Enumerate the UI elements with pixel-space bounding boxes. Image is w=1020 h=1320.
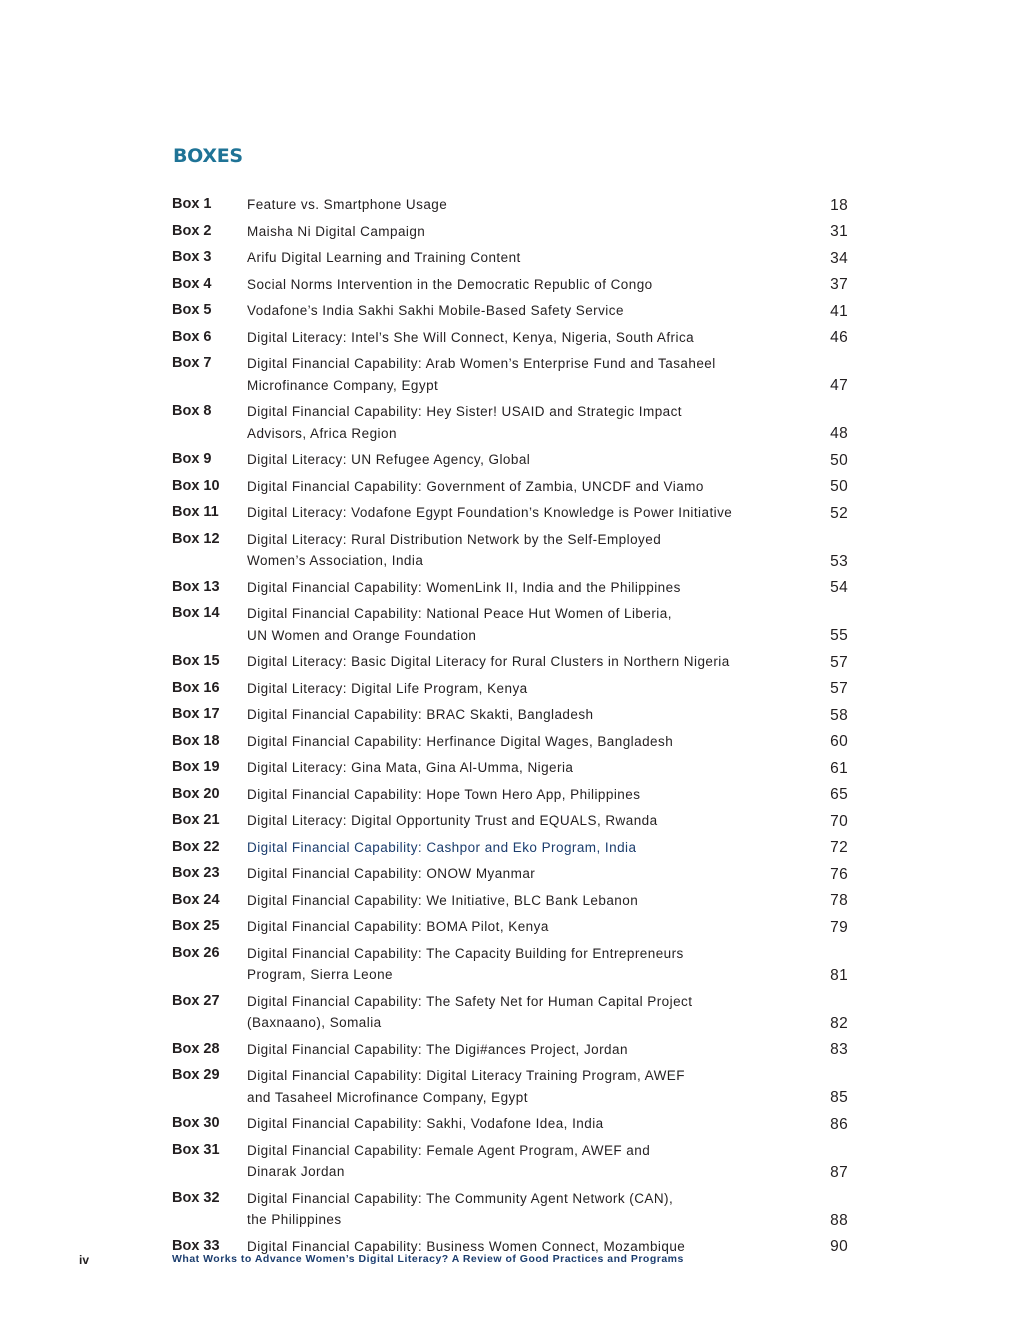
toc-entry[interactable] [172,652,848,673]
box-title: Arifu Digital Learning and Training Content [247,250,521,265]
box-label: Box 6 [172,328,212,345]
page-number-ref: 90 [830,1238,848,1255]
box-title: Vodafone’s India Sakhi Sakhi Mobile-Based Safety Service [247,303,624,318]
page-number-ref: 18 [830,196,848,214]
page-number-ref: 53 [830,552,848,570]
box-label: Box 31 [172,1141,220,1158]
box-label: Box 22 [172,838,220,855]
box-title: Digital Financial Capability: ONOW Myanmar [247,866,536,881]
page-number-ref: 58 [830,706,848,724]
toc-entry[interactable] [172,1040,848,1061]
box-title: Digital Literacy: Basic Digital Literacy for Rural Clusters in Northern Nigeria [247,654,730,669]
page-number-ref: 83 [830,1041,848,1058]
box-label: Box 7 [172,355,212,371]
box-label: Box 30 [172,1115,220,1131]
box-label: Box 9 [172,451,212,467]
page-number-ref: 57 [830,680,848,697]
page-number-ref: 41 [830,302,848,320]
box-label: Box 14 [172,605,220,621]
box-title: Digital Literacy: Vodafone Egypt Foundation’s Knowledge is Power Initiative [247,505,733,520]
page-number-ref: 34 [830,249,848,267]
page-number: iv [79,1253,90,1267]
toc-entry[interactable] [172,604,848,646]
box-label: Box 12 [172,530,220,547]
box-title: Digital Financial Capability: BRAC Skakti, Bangladesh [247,707,594,722]
toc-entry[interactable] [172,864,848,885]
page-number-ref: 57 [830,653,848,671]
box-label: Box 11 [172,504,219,520]
box-title: Digital Financial Capability: The Digi#ances Project, Jordan [247,1041,628,1057]
toc-entry[interactable] [172,891,848,912]
box-title: Digital Financial Capability: Government of Zambia, UNCDF and Viamo [247,478,704,494]
toc-entry[interactable] [172,838,848,859]
box-title: Digital Financial Capability: Herfinance Digital Wages, Bangladesh [247,733,674,749]
page-number-ref: 37 [830,276,848,293]
page-number-ref: 79 [830,918,848,936]
box-label: Box 21 [172,812,220,828]
box-title: Digital Literacy: UN Refugee Agency, Global [247,452,531,467]
box-label: Box 1 [172,196,212,212]
box-title: Digital Financial Capability: Female Agent Program, AWEF and Dinarak Jordan [247,1142,651,1179]
toc-entry[interactable] [172,578,848,599]
page-number-ref: 61 [830,759,848,777]
toc-entry[interactable] [172,328,848,349]
box-title: Feature vs. Smartphone Usage [247,197,448,212]
toc-entry[interactable] [172,503,848,524]
toc-entry[interactable] [172,275,848,296]
box-title: Digital Financial Capability: Business Women Connect, Mozambique [247,1238,686,1254]
box-label: Box 25 [172,918,220,934]
page-number-ref: 60 [830,733,848,750]
box-label: Box 3 [172,249,212,265]
box-label: Box 13 [172,578,220,595]
toc-entry[interactable] [172,811,848,832]
box-label: Box 16 [172,679,220,696]
toc-entry[interactable] [172,758,848,779]
toc-entry[interactable] [172,679,848,700]
page-number-ref: 76 [830,865,848,883]
box-title: Digital Literacy: Intel’s She Will Connect, Kenya, Nigeria, South Africa [247,329,695,345]
page-number-ref: 55 [830,627,848,644]
box-title: Maisha Ni Digital Campaign [247,223,426,239]
box-label: Box 26 [172,944,220,961]
box-title: Digital Financial Capability: Sakhi, Vodafone Idea, India [247,1116,604,1131]
toc-entry[interactable] [172,195,848,216]
box-title: Digital Financial Capability: Digital Literacy Training Program, AWEF and Tasaheel Microfinance Company, Egypt [247,1068,685,1105]
box-title: Digital Financial Capability: Hope Town Hero App, Philippines [247,786,641,802]
toc-entry[interactable] [172,917,848,938]
page-number-ref: 78 [830,892,848,909]
page-number-ref: 86 [830,1115,848,1133]
page-number-ref: 82 [830,1014,848,1032]
page-number-ref: 50 [830,451,848,469]
box-title: Digital Financial Capability: The Community Agent Network (CAN), the Philippines [247,1190,674,1227]
toc-entry[interactable] [172,248,848,269]
box-title: Digital Literacy: Rural Distribution Network by the Self-Employed Women’s Association, India [247,531,662,568]
box-label: Box 33 [172,1237,220,1254]
box-title: Digital Literacy: Gina Mata, Gina Al-Umma, Nigeria [247,760,574,775]
box-label: Box 28 [172,1040,220,1057]
page-title: BOXES [173,145,243,167]
page-number-ref: 87 [830,1163,848,1181]
page-number-ref: 65 [830,786,848,803]
box-title: Digital Financial Capability: We Initiative, BLC Bank Lebanon [247,892,639,908]
toc-entry[interactable] [172,992,848,1034]
toc-entry[interactable] [172,301,848,322]
page-number-ref: 81 [830,966,848,984]
toc-entry[interactable] [172,785,848,806]
toc-entry[interactable] [172,402,848,444]
box-title: Digital Financial Capability: National Peace Hut Women of Liberia, UN Women and Orange Foundation [247,606,672,643]
page-number-ref: 88 [830,1211,848,1229]
toc-entry[interactable] [172,222,848,243]
box-title: Digital Financial Capability: The Safety Net for Human Capital Project (Baxnaano), Somalia [247,993,693,1030]
box-title: Digital Financial Capability: Cashpor and Eko Program, India [247,839,637,855]
box-label: Box 24 [172,891,220,908]
page-number-ref: 47 [830,377,848,394]
box-label: Box 15 [172,653,220,669]
box-label: Box 19 [172,759,220,775]
box-label: Box 20 [172,785,220,802]
page-number-ref: 54 [830,579,848,596]
page-number-ref: 50 [830,478,848,495]
box-label: Box 32 [172,1189,220,1206]
box-title: Digital Financial Capability: BOMA Pilot, Kenya [247,919,549,934]
boxes-list [172,195,848,1263]
box-label: Box 5 [172,302,212,318]
toc-entry[interactable] [172,477,848,498]
toc-entry[interactable] [172,1141,848,1183]
box-title: Digital Literacy: Digital Life Program, Kenya [247,680,528,696]
box-title: Digital Financial Capability: Arab Women’s Enterprise Fund and Tasaheel Microfinance Company, Egypt [247,356,716,393]
page-number-ref: 46 [830,329,848,346]
page-number-ref: 70 [830,812,848,830]
box-title: Digital Financial Capability: The Capacity Building for Entrepreneurs Program, Sierra Leone [247,945,684,982]
box-label: Box 17 [172,706,220,722]
toc-entry[interactable] [172,1114,848,1135]
toc-entry[interactable] [172,732,848,753]
box-label: Box 18 [172,732,220,749]
box-label: Box 2 [172,222,212,239]
box-label: Box 10 [172,477,220,494]
box-label: Box 27 [172,992,220,1009]
page-number-ref: 85 [830,1089,848,1106]
page-number-ref: 48 [830,425,848,442]
box-label: Box 23 [172,865,220,881]
toc-entry[interactable] [172,1189,848,1231]
box-title: Social Norms Intervention in the Democratic Republic of Congo [247,276,653,292]
box-title: Digital Financial Capability: Hey Sister! USAID and Strategic Impact Advisors, Africa Region [247,404,683,441]
toc-entry[interactable] [172,1066,848,1108]
box-label: Box 4 [172,275,212,292]
toc-entry[interactable] [172,354,848,396]
page-number-ref: 31 [830,223,848,240]
box-title: Digital Financial Capability: WomenLink II, India and the Philippines [247,579,681,595]
running-footer-title: What Works to Advance Women’s Digital Literacy? A Review of Good Practices and Programs [172,1253,684,1265]
box-title: Digital Literacy: Digital Opportunity Trust and EQUALS, Rwanda [247,813,658,828]
box-label: Box 8 [172,403,212,419]
toc-entry[interactable] [172,944,848,986]
toc-entry[interactable] [172,530,848,572]
box-label: Box 29 [172,1067,220,1083]
page-number-ref: 72 [830,839,848,856]
page-number-ref: 52 [830,504,848,522]
toc-entry[interactable] [172,450,848,471]
toc-entry[interactable] [172,705,848,726]
